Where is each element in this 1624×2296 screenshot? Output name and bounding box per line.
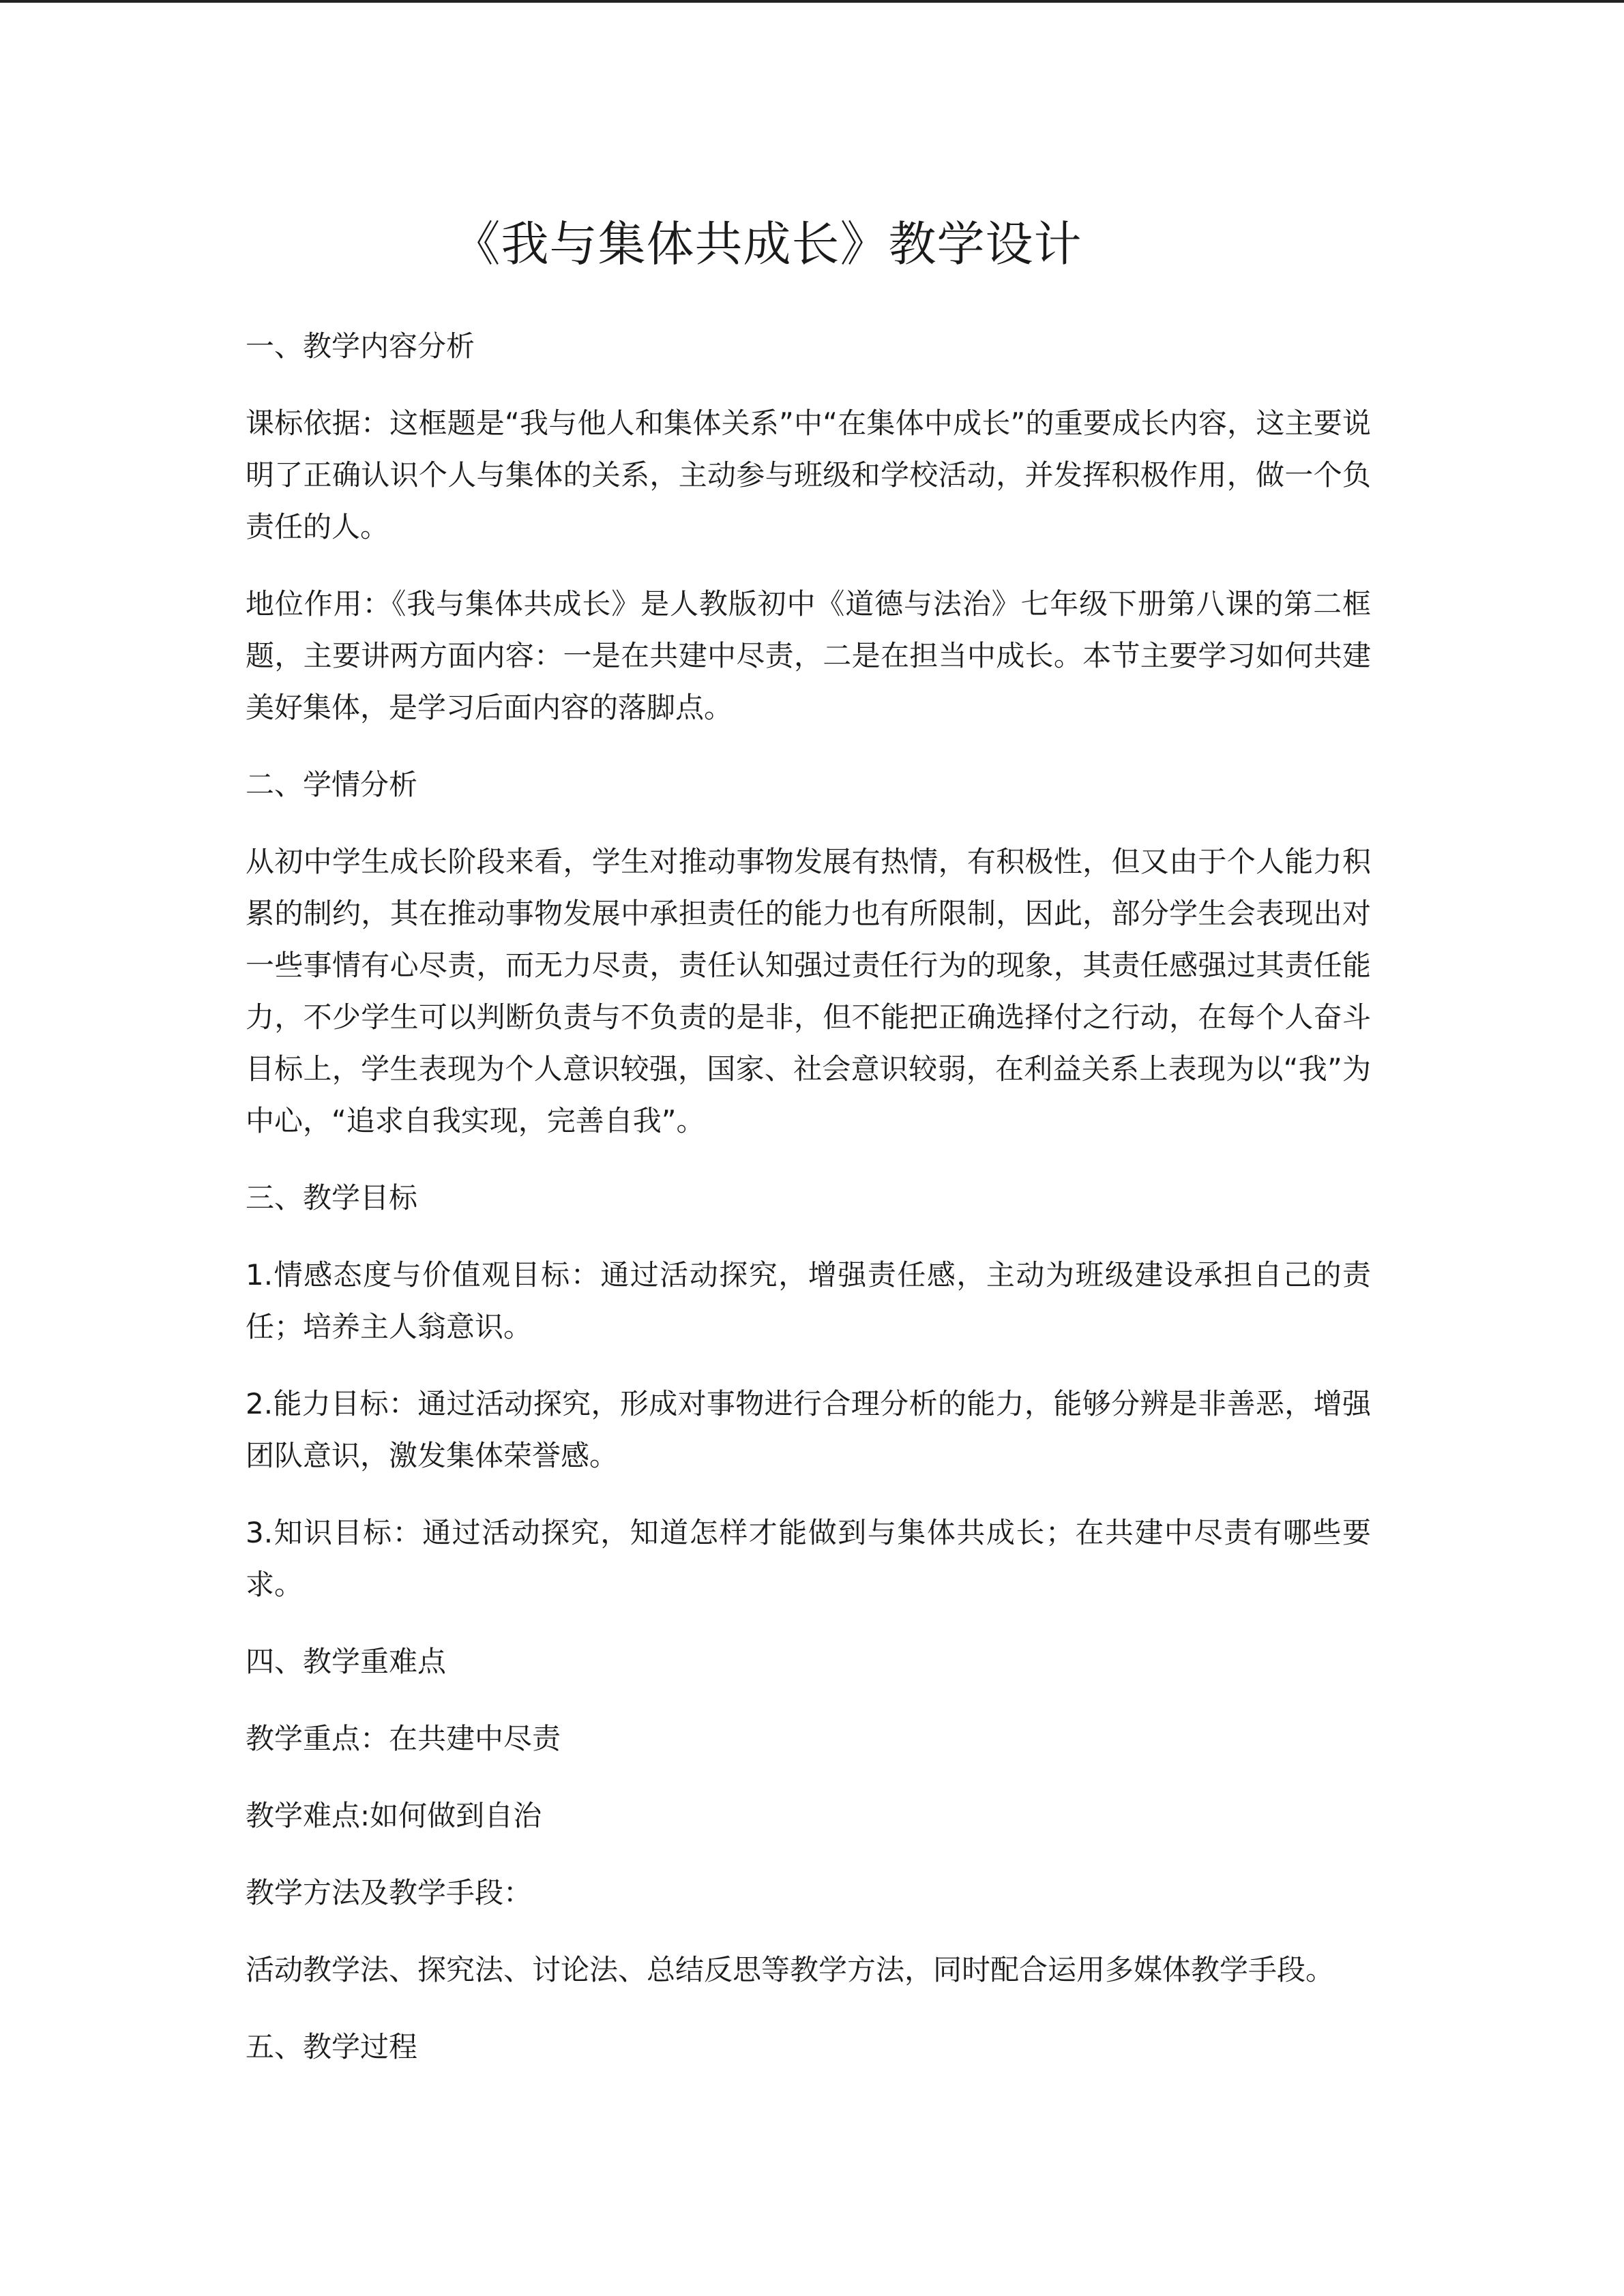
label-key-point: 教学重点：在共建中尽责 bbox=[246, 1722, 561, 1755]
paragraph-student-analysis: 从初中学生成长阶段来看，学生对推动事物发展有热情，有积极性，但又由于个人能力积累的制约，其在推动事物发展中承担责任的能力也有所限制，因此，部分学生会表现出对一些事情有心尽责，而无力尽责，责任认知强过责任行为的现象，其责任感强过其责任能力，不少学生可以判断负责与不负责的是非，但不能把正确选择付之行动，在每个人奋斗目标上，学生表现为个人意识较强，国家、社会意识较弱，在利益关系上表现为以“我”为中心，“追求自我实现，完善自我”。 bbox=[246, 845, 1371, 1137]
section-heading-student-analysis: 二、学情分析 bbox=[246, 768, 418, 801]
section-heading-content-analysis: 一、教学内容分析 bbox=[246, 329, 475, 363]
label-teaching-methods: 教学方法及教学手段： bbox=[246, 1876, 533, 1909]
section-heading-teaching-goals: 三、教学目标 bbox=[246, 1181, 418, 1214]
section-heading-teaching-process: 五、教学过程 bbox=[246, 2030, 418, 2063]
document-body bbox=[246, 320, 1371, 2098]
label-difficult-point: 教学难点:如何做到自治 bbox=[246, 1799, 542, 1832]
page-top-border bbox=[0, 0, 1624, 3]
paragraph-teaching-methods: 活动教学法、探究法、讨论法、总结反思等教学方法，同时配合运用多媒体教学手段。 bbox=[246, 1953, 1335, 1986]
paragraph-goal-knowledge: 3.知识目标：通过活动探究，知道怎样才能做到与集体共成长；在共建中尽责有哪些要求。 bbox=[246, 1516, 1371, 1601]
paragraph-goal-emotion: 1.情感态度与价值观目标：通过活动探究，增强责任感，主动为班级建设承担自己的责任；培养主人翁意识。 bbox=[246, 1258, 1371, 1343]
document-title: 《我与集体共成长》教学设计 bbox=[452, 216, 1082, 272]
paragraph-goal-ability: 2.能力目标：通过活动探究，形成对事物进行合理分析的能力，能够分辨是非善恶，增强团队意识，激发集体荣誉感。 bbox=[246, 1387, 1371, 1472]
paragraph-curriculum-basis: 课标依据：这框题是“我与他人和集体关系”中“在集体中成长”的重要成长内容，这主要说明了正确认识个人与集体的关系，主动参与班级和学校活动，并发挥积极作用，做一个负责任的人。 bbox=[246, 406, 1371, 543]
paragraph-position-role: 地位作用：《我与集体共成长》是人教版初中《道德与法治》七年级下册第八课的第二框题，主要讲两方面内容：一是在共建中尽责，二是在担当中成长。本节主要学习如何共建美好集体，是学习后面内容的落脚点。 bbox=[246, 587, 1371, 724]
section-heading-key-points: 四、教学重难点 bbox=[246, 1645, 447, 1678]
